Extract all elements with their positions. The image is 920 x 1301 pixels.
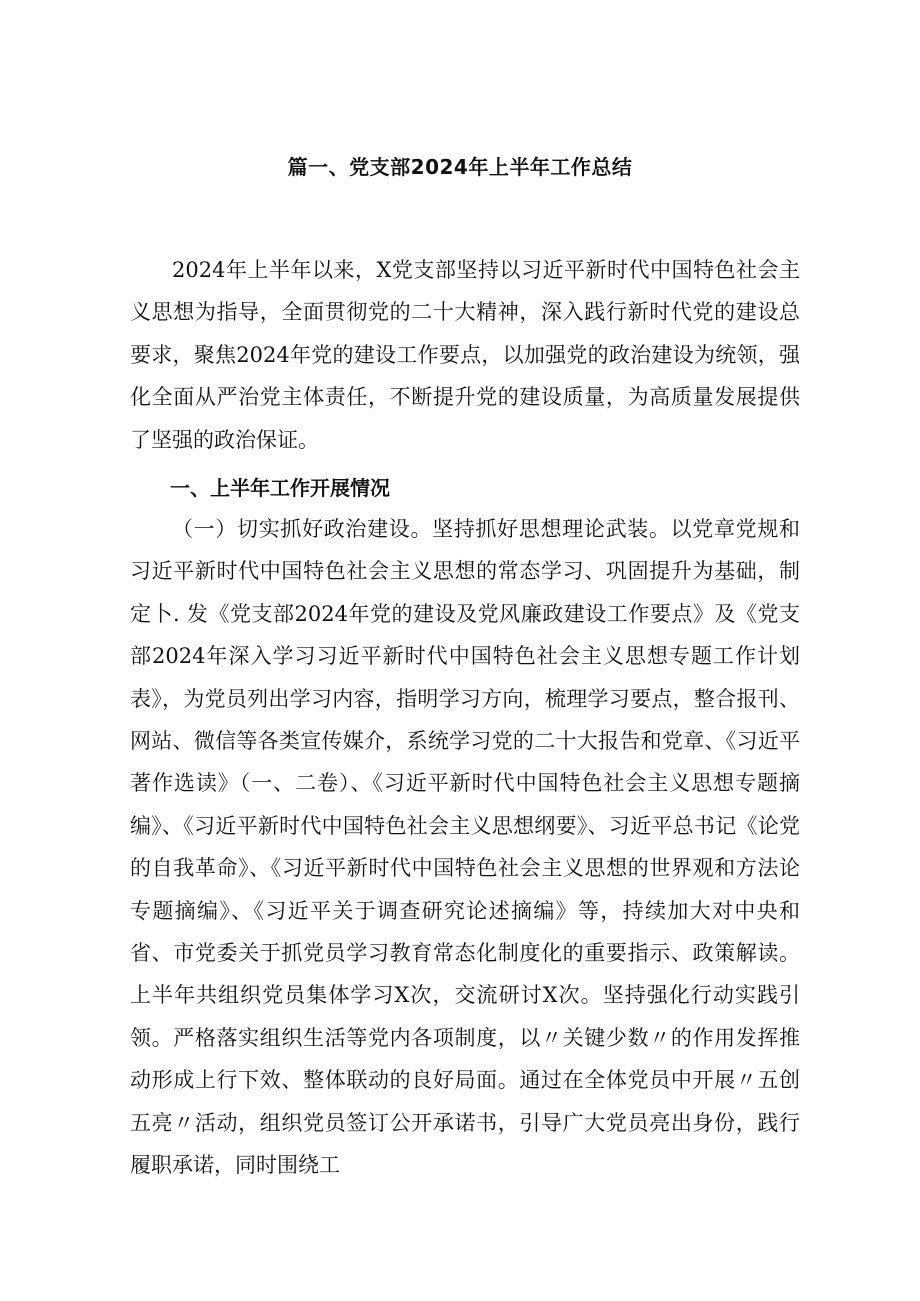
intro-paragraph: 2024年上半年以来，X党支部坚持以习近平新时代中国特色社会主义思想为指导，全面贯彻党的二十大精神，深入践行新时代党的建设总要求，聚焦2024年党的建设工作要点，以加强党的政治建设为统领，强化全面从严治党主体责任，不断提升党的建设质量，为高质量发展提供了坚强的政治保证。 — [130, 258, 800, 452]
body-paragraph: （一）切实抓好政治建设。坚持抓好思想理论武装。以党章党规和习近平新时代中国特色社会主义思想的常态学习、巩固提升为基础，制定卜. 发《党支部2024年党的建设及党风廉政建设工作要点》及《党支部2024年深入学习习近平新时代中国特色社会主义思想专题工作计划表》，为党员列出学习内容，指明学习方向，梳理学习要点，整合报刊、网站、微信等各类宣传媒介，系统学习党的二十大报告和党章、《习近平著作选读》（一、二卷）、《习近平新时代中国特色社会主义思想专题摘编》、《习近平新时代中国特色社会主义思想纲要》、习近平总书记《论党的自我革命》、《习近平新时代中国特色社会主义思想的世界观和方法论专题摘编》、《习近平关于调查研究论述摘编》等，持续加大对中央和省、市党委关于抓党员学习教育常态化制度化的重要指示、政策解读。上半年共组织党员集体学习X次，交流研讨X次。坚持强化行动实践引领。严格落实组织生活等党内各项制度，以〃关键少数〃的作用发挥推动形成上行下效、整体联动的良好局面。通过在全体党员中开展〃五创五亮〃活动，组织党员签订公开承诺书，引导广大党员亮出身份，践行履职承诺，同时围绕工 — [130, 517, 800, 1178]
section-heading: 一、上半年工作开展情况 — [170, 476, 390, 500]
document-title: 篇一、党支部2024年上半年工作总结 — [287, 155, 633, 179]
